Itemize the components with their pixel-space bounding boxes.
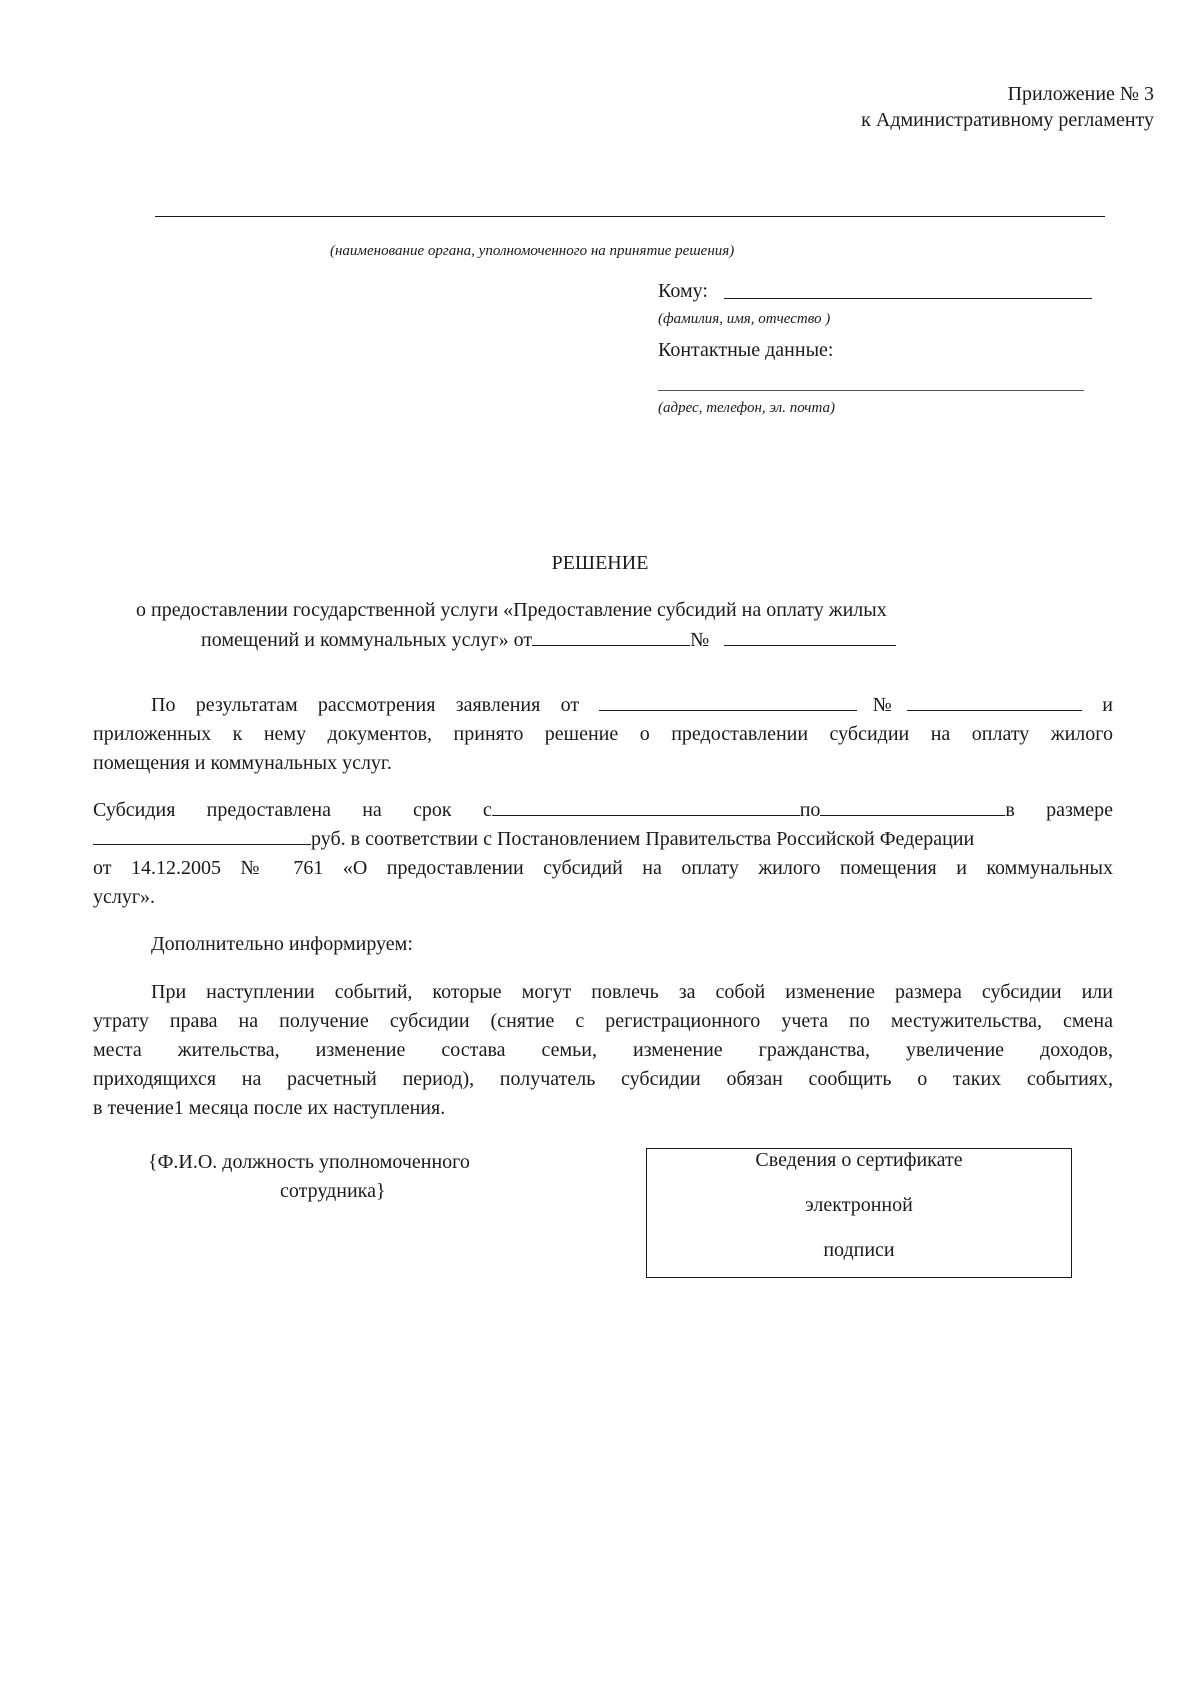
certificate-box [646, 1148, 1072, 1278]
authority-hint: (наименование органа, уполномоченного на принятие решения) [330, 243, 735, 259]
appendix-number: Приложение № 3 [1007, 83, 1154, 105]
certificate-line1: Сведения о сертификате [755, 1149, 963, 1171]
para2-line2-text: руб. в соответствии с Постановлением Правительства Российской Федерации [311, 828, 975, 850]
para1-text-c: и [1102, 694, 1113, 716]
decision-date-blank[interactable] [532, 627, 690, 646]
para1-number-sign: № [857, 694, 908, 716]
name-hint: (фамилия, имя, отчество ) [658, 311, 831, 327]
application-number-blank[interactable] [907, 692, 1082, 711]
para2-line3: от 14.12.2005 № 761 «О предоставлении субсидий на оплату жилого помещения и коммунальных [93, 857, 1113, 879]
certificate-line3: подписи [823, 1239, 895, 1261]
para2-text-c: в размере [1005, 799, 1113, 821]
number-sign: № [690, 629, 710, 651]
para4-line1: При наступлении событий, которые могут повлечь за собой изменение размера субсидии или [151, 981, 1113, 1003]
decision-subtitle-line2 [201, 626, 896, 655]
para1-text-a: По результатам рассмотрения заявления от [151, 694, 580, 716]
para2-text-a: Субсидия предоставлена на срок с [93, 799, 492, 821]
para4-line2: утрату права на получение субсидии (снятие с регистрационного учета по местужительства, смена [93, 1010, 1113, 1032]
regulation-reference: к Административному регламенту [861, 109, 1154, 131]
para4-line4: приходящихся на расчетный период), получатель субсидии обязан сообщить о таких событиях, [93, 1068, 1113, 1090]
contacts-hint: (адрес, телефон, эл. почта) [658, 400, 835, 416]
para2-line4: услуг». [93, 886, 156, 908]
additional-info: Дополнительно информируем: [151, 933, 413, 955]
para4-line5: в течение1 месяца после их наступления. [93, 1097, 446, 1119]
term-to-blank[interactable] [820, 797, 1005, 816]
para2-line2 [93, 825, 1113, 854]
para4-line3: места жительства, изменение состава семьи, изменение гражданства, увеличение доходов, [93, 1039, 1113, 1061]
recipient-name-line[interactable] [724, 298, 1092, 299]
application-date-blank[interactable] [599, 692, 857, 711]
decision-subtitle-line1: о предоставлении государственной услуги «Предоставление субсидий на оплату жилых [136, 599, 887, 621]
signatory-line1: {Ф.И.О. должность уполномоченного [148, 1151, 470, 1173]
certificate-line2: электронной [805, 1194, 913, 1216]
authority-name-line[interactable] [155, 216, 1105, 217]
para1-line2: приложенных к нему документов, принято решение о предоставлении субсидии на оплату жилого [93, 723, 1113, 745]
term-from-blank[interactable] [492, 797, 800, 816]
decision-number-blank[interactable] [724, 627, 896, 646]
para1-line3: помещения и коммунальных услуг. [93, 752, 392, 774]
decision-title: РЕШЕНИЕ [551, 552, 649, 574]
contacts-label: Контактные данные: [658, 339, 834, 361]
contacts-line[interactable] [658, 390, 1084, 391]
amount-blank[interactable] [93, 826, 311, 845]
to-label: Кому: [658, 280, 708, 302]
para2-text-b: по [799, 799, 821, 821]
subtitle-text: помещений и коммунальных услуг» от [201, 629, 533, 651]
para2-line1 [93, 796, 1113, 825]
para1-line1 [93, 691, 1113, 720]
signatory-line2: сотрудника} [280, 1180, 386, 1202]
